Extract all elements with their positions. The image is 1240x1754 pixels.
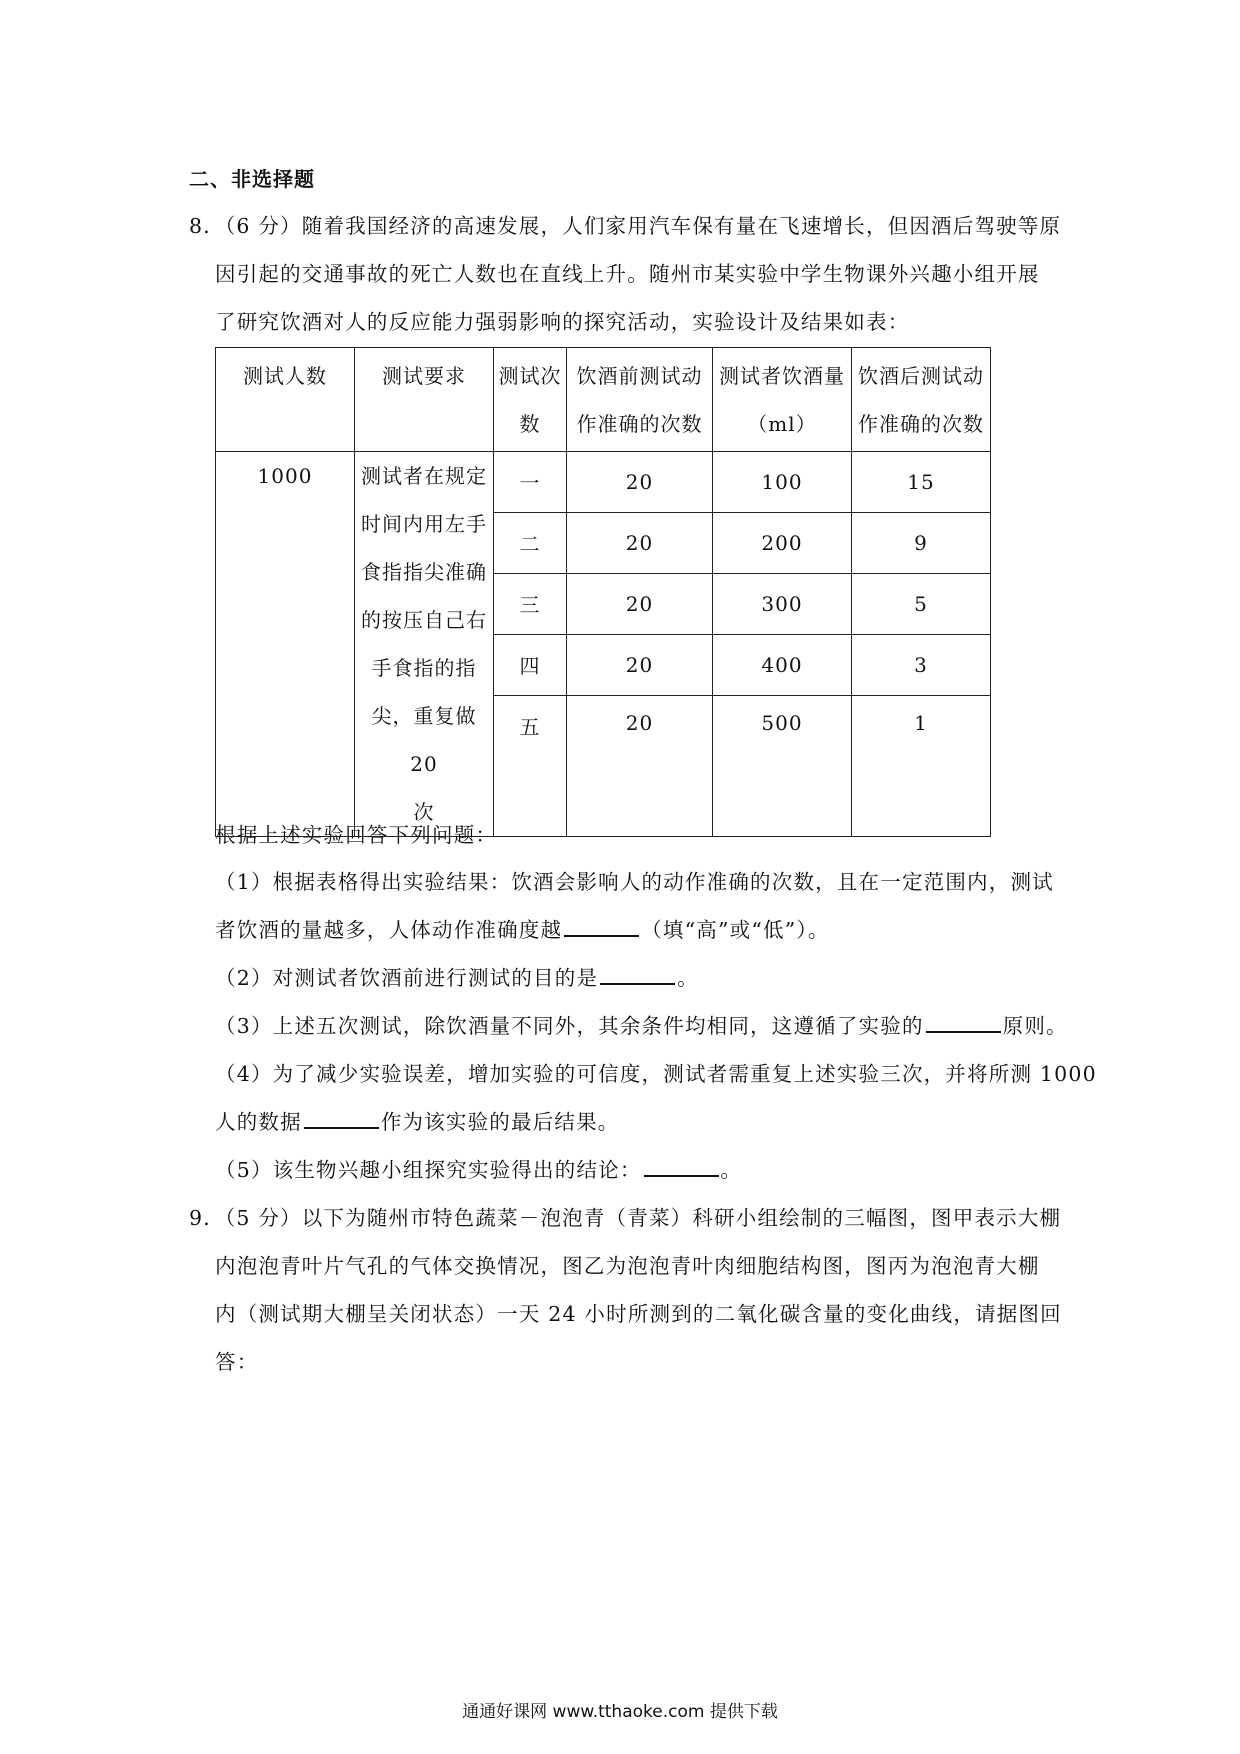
- after-cell: 1: [852, 695, 991, 836]
- q8-line-2: 因引起的交通事故的死亡人数也在直线上升。随州市某实验中学生物课外兴趣小组开展: [215, 262, 1040, 286]
- answer-blank[interactable]: [304, 1107, 379, 1129]
- q8-sub5-text-end: 。: [720, 1158, 743, 1182]
- q9-line-2: 内泡泡青叶片气孔的气体交换情况，图乙为泡泡青叶肉细胞结构图，图丙为泡泡青大棚: [215, 1254, 1040, 1278]
- after-cell: 9: [852, 512, 991, 573]
- q9-line-3: 内（测试期大棚呈关闭状态）一天 24 小时所测到的二氧化碳含量的变化曲线，请据图回: [215, 1302, 1062, 1326]
- q8-sub2-text: （2）对测试者饮酒前进行测试的目的是: [215, 966, 599, 990]
- answer-blank[interactable]: [926, 1011, 1001, 1033]
- amount-cell: 300: [713, 573, 852, 634]
- header-people: 测试人数: [216, 348, 355, 452]
- q8-sub4-text-end: 作为该实验的最后结果。: [380, 1110, 620, 1134]
- q8-sub1-line1: （1）根据表格得出实验结果：饮酒会影响人的动作准确的次数，且在一定范围内，测试: [215, 870, 1054, 894]
- header-trial: 测试次 数: [494, 348, 567, 452]
- before-cell: 20: [567, 695, 713, 836]
- requirement-cell: 测试者在规定 时间内用左手 食指指尖准确 的按压自己右 手食指的指 尖，重复做 20 次: [355, 452, 494, 837]
- page-footer: 通通好课网 www.tthaoke.com 提供下载: [462, 1702, 778, 1722]
- q8-sub4-line1: （4）为了减少实验误差，增加实验的可信度，测试者需重复上述实验三次，并将所测 1000: [215, 1062, 1097, 1086]
- q9-line-1: 9．（5 分）以下为随州市特色蔬菜－泡泡青（青菜）科研小组绘制的三幅图，图甲表示大棚: [189, 1206, 1062, 1230]
- after-cell: 5: [852, 573, 991, 634]
- q8-sub1-text-end: （填“高”或“低”）。: [641, 918, 830, 942]
- q8-sub2: [215, 961, 699, 991]
- experiment-table: [215, 347, 991, 837]
- q8-sub4-line2: [215, 1105, 620, 1135]
- q8-sub3: [215, 1009, 1068, 1039]
- people-cell: 1000: [216, 452, 355, 837]
- q9-line-4: 答：: [215, 1350, 259, 1374]
- after-cell: 15: [852, 452, 991, 513]
- section-title: 二、非选择题: [189, 167, 315, 191]
- q8-sub1-line2: [215, 913, 830, 943]
- answer-blank[interactable]: [644, 1155, 719, 1177]
- trial-cell: 四: [494, 634, 567, 695]
- trial-cell: 五: [494, 695, 567, 836]
- q8-line-3: 了研究饮酒对人的反应能力强弱影响的探究活动，实验设计及结果如表：: [215, 310, 910, 334]
- trial-cell: 三: [494, 573, 567, 634]
- amount-cell: 500: [713, 695, 852, 836]
- after-cell: 3: [852, 634, 991, 695]
- q8-sub3-text: （3）上述五次测试，除饮酒量不同外，其余条件均相同，这遵循了实验的: [215, 1014, 924, 1038]
- header-after: 饮酒后测试动 作准确的次数: [852, 348, 991, 452]
- answer-blank[interactable]: [600, 963, 675, 985]
- before-cell: 20: [567, 512, 713, 573]
- before-cell: 20: [567, 634, 713, 695]
- header-amount: 测试者饮酒量 （ml）: [713, 348, 852, 452]
- trial-cell: 二: [494, 512, 567, 573]
- q8-sub5-text: （5）该生物兴趣小组探究实验得出的结论：: [215, 1158, 642, 1182]
- before-cell: 20: [567, 573, 713, 634]
- q8-sub4-text: 人的数据: [215, 1110, 302, 1134]
- q8-sub1-text: 者饮酒的量越多，人体动作准确度越: [215, 918, 563, 942]
- amount-cell: 400: [713, 634, 852, 695]
- table-header-row: [216, 348, 991, 452]
- before-cell: 20: [567, 452, 713, 513]
- answer-blank[interactable]: [564, 915, 639, 937]
- header-before: 饮酒前测试动 作准确的次数: [567, 348, 713, 452]
- q8-sub3-text-end: 原则。: [1002, 1014, 1068, 1038]
- q8-intro: 根据上述实验回答下列问题：: [215, 823, 498, 847]
- amount-cell: 100: [713, 452, 852, 513]
- trial-cell: 一: [494, 452, 567, 513]
- table-row: [216, 452, 991, 513]
- q8-line-1: 8．（6 分）随着我国经济的高速发展，人们家用汽车保有量在飞速增长，但因酒后驾驶等原: [189, 214, 1062, 238]
- header-requirement: 测试要求: [355, 348, 494, 452]
- amount-cell: 200: [713, 512, 852, 573]
- q8-sub5: [215, 1153, 742, 1183]
- q8-sub2-text-end: 。: [677, 966, 699, 990]
